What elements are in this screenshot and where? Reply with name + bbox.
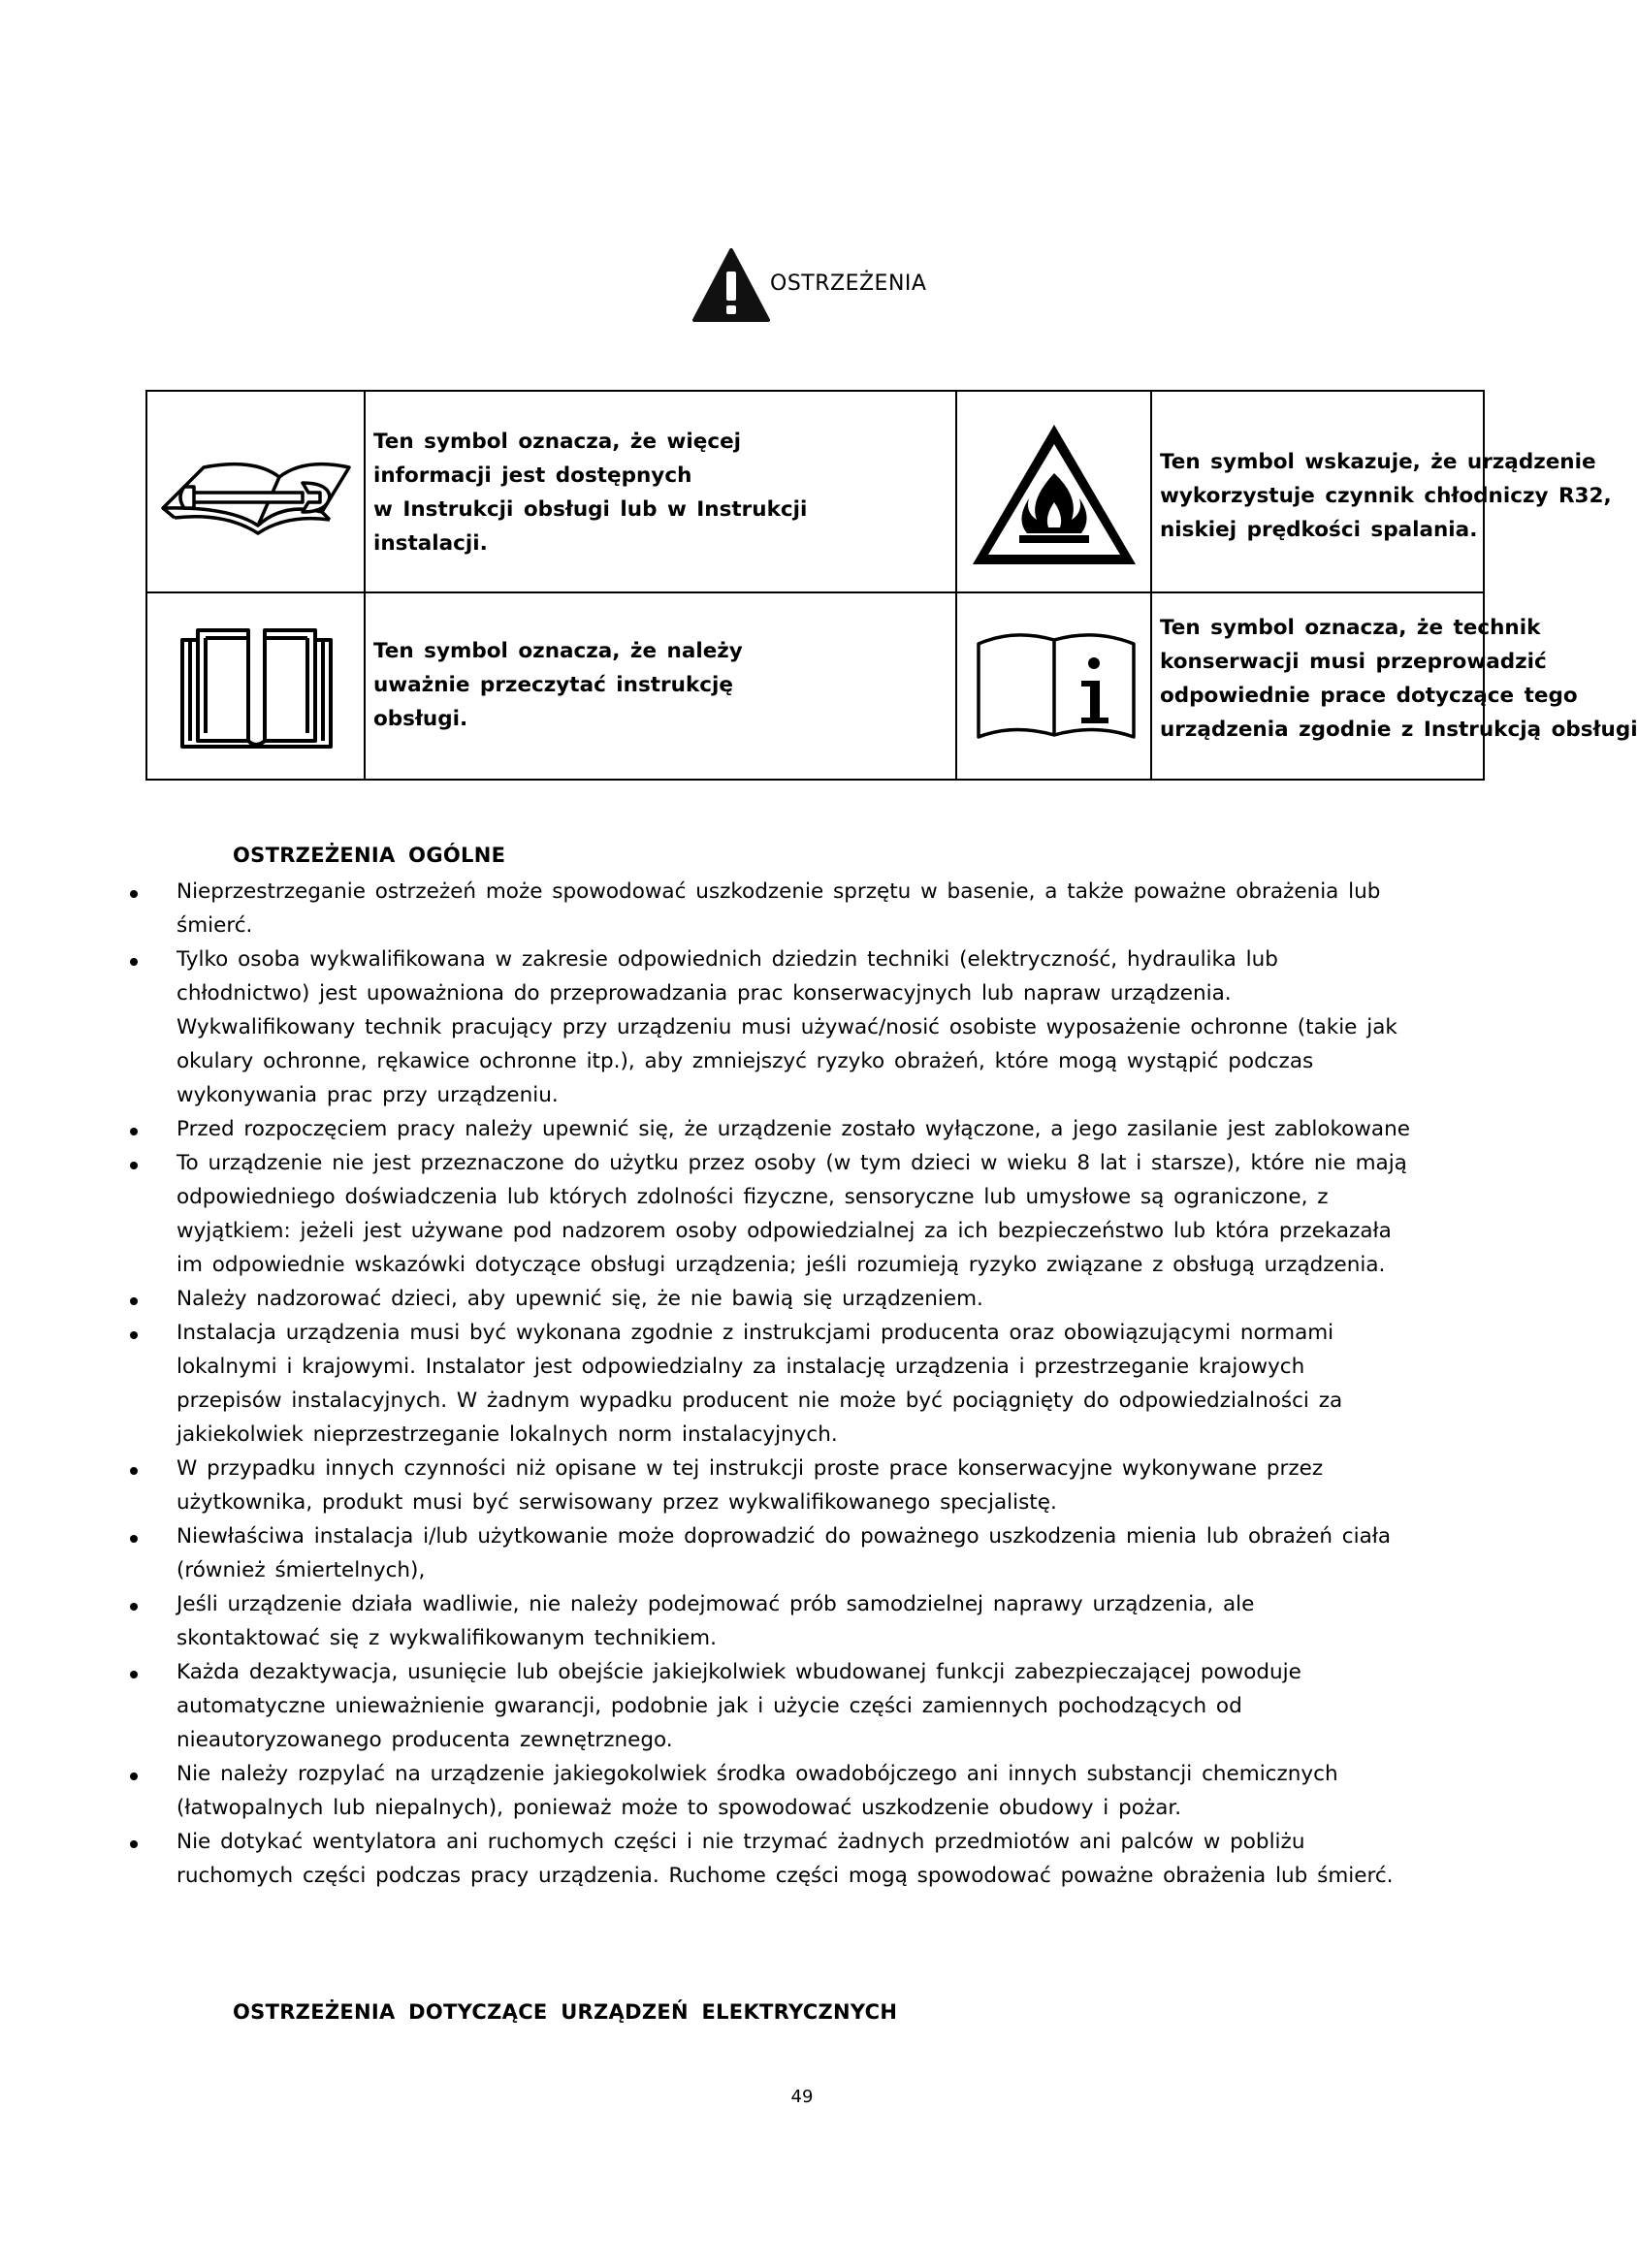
list-item-text: przepisów instalacyjnych. W żadnym wypadku producent nie może być pociągnięty do odpowiedzialności za bbox=[177, 1389, 1343, 1413]
list-item-text: chłodnictwo) jest upoważniona do przeprowadzania prac konserwacyjnych lub napraw urządzenia. bbox=[177, 981, 1232, 1006]
symbol-row bbox=[147, 392, 1612, 593]
symbol-text-cell bbox=[366, 591, 957, 781]
list-item bbox=[130, 1112, 1585, 1146]
warning-triangle-icon bbox=[691, 246, 772, 324]
symbol-description: Ten symbol oznacza, że należy uważnie przeczytać instrukcję obsługi. bbox=[373, 639, 743, 731]
list-item-text: Nie dotykać wentylatora ani ruchomych części i nie trzymać żadnych przedmiotów ani palców w pobliżu bbox=[177, 1830, 1305, 1854]
open-book-icon bbox=[177, 621, 337, 751]
list-item-text: Każda dezaktywacja, usunięcie lub obejście jakiejkolwiek wbudowanej funkcji zabezpieczającej powoduje bbox=[177, 1660, 1301, 1684]
list-item-text: im odpowiednie wskazówki dotyczące obsługi urządzenia; jeśli rozumieją ryzyko związane z obsługą urządzenia. bbox=[177, 1253, 1386, 1277]
list-item-text: Niewłaściwa instalacja i/lub użytkowanie może doprowadzić do poważnego uszkodzenia mienia lub obrażeń ciała bbox=[177, 1524, 1392, 1549]
list-item-text: okulary ochronne, rękawice ochronne itp.), aby zmniejszyć ryzyko obrażeń, które mogą wystąpić podczas bbox=[177, 1049, 1314, 1073]
list-item-text: Tylko osoba wykwalifikowana w zakresie odpowiednich dziedzin techniki (elektryczność, hydraulika lub bbox=[177, 947, 1278, 972]
list-item-text: wyjątkiem: jeżeli jest używane pod nadzorem osoby odpowiedzialnej za ich bezpieczeństwo lub która przekazała bbox=[177, 1219, 1392, 1243]
bullet-icon bbox=[130, 1128, 138, 1135]
list-item-text: Należy nadzorować dzieci, aby upewnić się, że nie bawią się urządzeniem. bbox=[177, 1287, 983, 1311]
list-item-text: To urządzenie nie jest przeznaczone do użytku przez osoby (w tym dzieci w wieku 8 lat i starsze), które nie mają bbox=[177, 1151, 1407, 1175]
bullet-icon bbox=[130, 1840, 138, 1848]
bullet-icon bbox=[130, 1331, 138, 1339]
list-item-text: Nieprzestrzeganie ostrzeżeń może spowodować uszkodzenie sprzętu w basenie, a także poważne obrażenia lub bbox=[177, 879, 1381, 904]
symbol-text-cell bbox=[1152, 591, 1638, 781]
list-item bbox=[130, 1316, 1585, 1452]
bullet-icon bbox=[130, 1535, 138, 1543]
list-item-text: lokalnymi i krajowymi. Instalator jest odpowiedzialny za instalację urządzenia i przestrzeganie krajowych bbox=[177, 1355, 1305, 1379]
symbol-text-cell bbox=[366, 392, 957, 591]
flammable-icon bbox=[967, 419, 1141, 570]
list-item-text: Instalacja urządzenia musi być wykonana zgodnie z instrukcjami producenta oraz obowiązującymi normami bbox=[177, 1321, 1334, 1345]
info-book-icon bbox=[975, 626, 1140, 743]
symbol-icon-cell bbox=[957, 591, 1152, 781]
bullet-icon bbox=[130, 1467, 138, 1475]
list-item bbox=[130, 1825, 1585, 1893]
list-item-text: Wykwalifikowany technik pracujący przy urządzeniu musi używać/nosić osobiste wyposażenie ochronne (takie jak bbox=[177, 1015, 1397, 1039]
list-item-text: odpowiedniego doświadczenia lub których zdolności fizyczne, sensoryczne lub umysłowe są ograniczone, z bbox=[177, 1185, 1329, 1209]
list-item bbox=[130, 875, 1585, 942]
list-item-text: ruchomych części podczas pracy urządzenia. Ruchome części mogą spowodować poważne obrażenia lub śmierć. bbox=[177, 1864, 1394, 1888]
bullet-icon bbox=[130, 1773, 138, 1780]
symbol-row bbox=[147, 591, 1638, 781]
list-item bbox=[130, 1587, 1585, 1655]
symbol-description: Ten symbol wskazuje, że urządzenie wykorzystuje czynnik chłodniczy R32, niskiej prędkości spalania. bbox=[1160, 450, 1612, 542]
list-item-text: (również śmiertelnych), bbox=[177, 1558, 426, 1582]
page-header bbox=[691, 244, 926, 326]
list-item-text: użytkownika, produkt musi być serwisowany przez wykwalifikowanego specjalistę. bbox=[177, 1490, 1057, 1515]
list-item bbox=[130, 1452, 1585, 1519]
bullet-icon bbox=[130, 890, 138, 898]
list-item-text: automatyczne unieważnienie gwarancji, podobnie jak i użycie części zamiennych pochodzących od bbox=[177, 1694, 1242, 1718]
list-item-text: (łatwopalnych lub niepalnych), ponieważ może to spowodować uszkodzenie obudowy i pożar. bbox=[177, 1796, 1182, 1820]
symbol-table bbox=[145, 390, 1638, 781]
bullet-icon bbox=[130, 1603, 138, 1611]
bullet-icon bbox=[130, 1162, 138, 1169]
list-item bbox=[130, 942, 1585, 1010]
list-item bbox=[130, 1282, 1585, 1316]
list-item-text: jakiekolwiek nieprzestrzeganie lokalnych norm instalacyjnych. bbox=[177, 1422, 838, 1447]
page-title: OSTRZEŻENIA bbox=[770, 271, 927, 296]
page-number: 49 bbox=[790, 2087, 814, 2107]
general-warnings-list bbox=[130, 875, 1585, 1893]
list-item-text: Przed rozpoczęciem pracy należy upewnić się, że urządzenie zostało wyłączone, a jego zasilanie jest zablokowane bbox=[177, 1117, 1410, 1141]
list-item-text: Jeśli urządzenie działa wadliwie, nie należy podejmować prób samodzielnej naprawy urządzenia, ale bbox=[177, 1592, 1255, 1616]
list-item bbox=[130, 1519, 1585, 1587]
list-item bbox=[130, 1010, 1585, 1112]
symbol-icon-cell bbox=[147, 392, 366, 591]
list-item-text: W przypadku innych czynności niż opisane w tej instrukcji proste prace konserwacyjne wykonywane przez bbox=[177, 1456, 1324, 1481]
list-item-text: wykonywania prac przy urządzeniu. bbox=[177, 1083, 559, 1107]
electrical-warnings-heading: OSTRZEŻENIA DOTYCZĄCE URZĄDZEŃ ELEKTRYCZNYCH bbox=[233, 2000, 898, 2024]
bullet-icon bbox=[130, 958, 138, 966]
list-item-text: śmierć. bbox=[177, 913, 253, 938]
general-warnings-heading: OSTRZEŻENIA OGÓLNE bbox=[233, 844, 506, 867]
bullet-icon bbox=[130, 1671, 138, 1678]
list-item-text: nieautoryzowanego producenta zewnętrznego. bbox=[177, 1728, 673, 1752]
symbol-description: Ten symbol oznacza, że technik konserwacji musi przeprowadzić odpowiednie prace dotyczące tego urządzenia zgodnie z Instrukcją obsługi bbox=[1160, 616, 1638, 742]
bullet-icon bbox=[130, 1297, 138, 1305]
manual-wrench-icon bbox=[157, 450, 356, 537]
symbol-icon-cell bbox=[147, 591, 366, 781]
symbol-description: Ten symbol oznacza, że więcej informacji jest dostępnych w Instrukcji obsługi lub w Instrukcji instalacji. bbox=[373, 430, 808, 556]
symbol-icon-cell bbox=[957, 392, 1152, 591]
list-item bbox=[130, 1146, 1585, 1282]
list-item bbox=[130, 1655, 1585, 1757]
symbol-text-cell bbox=[1152, 392, 1612, 591]
list-item-text: Nie należy rozpylać na urządzenie jakiegokolwiek środka owadobójczego ani innych substancji chemicznych bbox=[177, 1762, 1338, 1786]
list-item-text: skontaktować się z wykwalifikowanym technikiem. bbox=[177, 1626, 717, 1650]
list-item bbox=[130, 1757, 1585, 1825]
